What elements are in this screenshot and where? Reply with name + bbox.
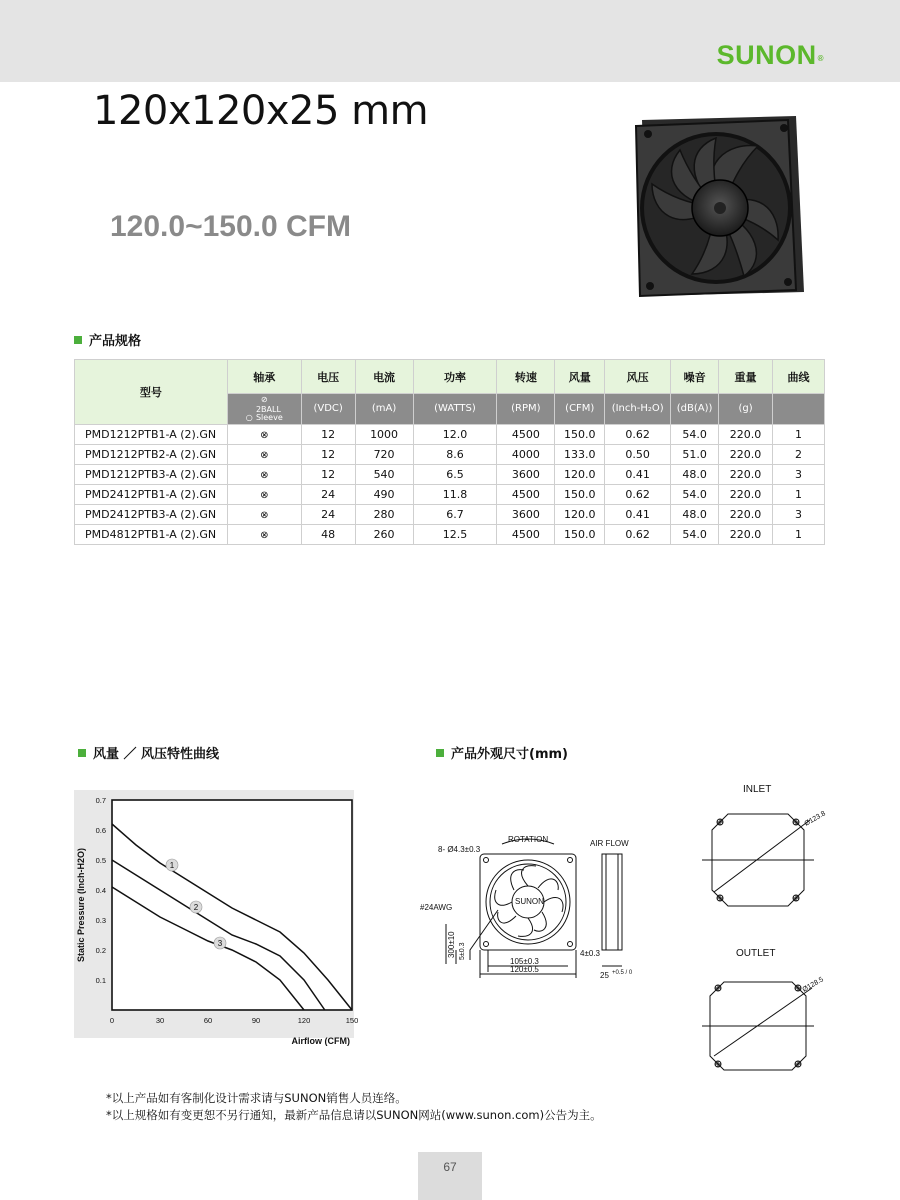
unit-pressure: (Inch-H₂O) [605,394,671,425]
curve-label-2: 2 [193,903,199,912]
header-weight: 重量 [719,360,773,394]
cell-model: PMD1212PTB2-A (2).GN [75,445,228,465]
airflow-pressure-chart [74,790,359,1046]
cell-voltage: 12 [301,425,355,445]
curve-label-1: 1 [169,861,175,870]
cell-bearing [227,505,301,525]
ball-bearing-icon: ⊗ [260,430,269,441]
unit-airflow: (CFM) [555,394,605,425]
inlet-view-drawing [702,814,814,906]
cell-weight: 220.0 [719,425,773,445]
cell-voltage: 48 [301,525,355,545]
cell-curve: 2 [773,445,825,465]
y-tick-label: 0.5 [95,856,106,865]
dim-holes: 8- Ø4.3±0.3 [438,845,481,854]
y-axis-label: Static Pressure (Inch-H2O) [76,847,86,963]
header-model: 型号 [75,360,228,425]
table-row [75,445,825,465]
cell-power: 12.5 [413,525,497,545]
cell-curve: 1 [773,485,825,505]
unit-power: (WATTS) [413,394,497,425]
bearing-type-icon: ⊘ ○ [245,395,268,422]
ball-bearing-icon: ⊗ [260,470,269,481]
header-airflow: 风量 [555,360,605,394]
dim-depth-tol: +0.5 / 0 [612,970,633,976]
bullet-square-icon [436,749,444,757]
header-curve: 曲线 [773,360,825,394]
cell-noise: 48.0 [671,465,719,485]
bullet-square-icon [74,336,82,344]
ball-bearing-icon: ⊗ [260,510,269,521]
unit-noise: (dB(A)) [671,394,719,425]
cell-airflow: 150.0 [555,485,605,505]
header-current: 电流 [355,360,413,394]
x-tick-label: 150 [345,1016,359,1025]
curve-label-3: 3 [217,939,223,948]
cell-model: PMD2412PTB3-A (2).GN [75,505,228,525]
table-row [75,485,825,505]
cell-voltage: 12 [301,445,355,465]
cell-pressure: 0.62 [605,525,671,545]
cell-bearing [227,525,301,545]
cell-bearing [227,465,301,485]
cell-current: 260 [355,525,413,545]
cell-weight: 220.0 [719,465,773,485]
y-tick-label: 0.4 [95,886,106,895]
footnote-2: *以上规格如有变更恕不另行通知，最新产品信息请以SUNON网站(www.sunon.com)公告为主。 [106,1108,602,1122]
spec-table-body [75,425,825,545]
cell-power: 6.7 [413,505,497,525]
header-power: 功率 [413,360,497,394]
cfm-range-title: 120.0~150.0 CFM [110,210,351,243]
cell-airflow: 133.0 [555,445,605,465]
bullet-square-icon [78,749,86,757]
cell-pressure: 0.41 [605,465,671,485]
table-row [75,425,825,445]
unit-bearing-sleeve: Sleeve [255,413,283,422]
unit-bearing [227,394,301,425]
curve-section-label: 风量 ／ 风压特性曲线 [93,747,220,762]
ball-bearing-icon: ⊗ [260,530,269,541]
dim-lead-length: 300±10 [447,931,456,958]
cell-curve: 3 [773,465,825,485]
cell-model: PMD1212PTB3-A (2).GN [75,465,228,485]
y-tick-label: 0.6 [95,826,106,835]
unit-bearing-ball: 2BALL [255,405,281,414]
cell-airflow: 120.0 [555,505,605,525]
dim-depth: 25 [600,971,609,980]
cell-power: 6.5 [413,465,497,485]
cell-weight: 220.0 [719,525,773,545]
cell-speed: 4500 [497,525,555,545]
cell-pressure: 0.41 [605,505,671,525]
brand-reg: ® [817,54,824,63]
plot-area [112,800,352,1010]
dimension-drawings [418,780,838,1080]
spec-header-row [75,360,825,394]
cell-weight: 220.0 [719,445,773,465]
table-row [75,465,825,485]
cell-power: 12.0 [413,425,497,445]
cell-noise: 54.0 [671,425,719,445]
brand-name: SUNON [716,40,817,70]
cell-curve: 1 [773,425,825,445]
cell-model: PMD2412PTB1-A (2).GN [75,485,228,505]
header-voltage: 电压 [301,360,355,394]
x-tick-label: 90 [251,1016,261,1025]
cell-speed: 4500 [497,425,555,445]
cell-model: PMD1212PTB1-A (2).GN [75,425,228,445]
outlet-diameter: Ø128.5 [801,976,825,994]
cell-curve: 1 [773,525,825,545]
unit-curve [773,394,825,425]
dim-air-flow: AIR FLOW [590,839,629,848]
header-noise: 噪音 [671,360,719,394]
cell-speed: 3600 [497,465,555,485]
cell-current: 280 [355,505,413,525]
y-tick-label: 0.7 [95,796,106,805]
cell-speed: 3600 [497,505,555,525]
cell-weight: 220.0 [719,485,773,505]
cell-bearing [227,445,301,465]
cell-power: 11.8 [413,485,497,505]
x-tick-label: 60 [203,1016,213,1025]
ball-bearing-icon: ⊗ [260,490,269,501]
cell-noise: 51.0 [671,445,719,465]
header-bearing: 轴承 [227,360,301,394]
cell-curve: 3 [773,505,825,525]
header-speed: 转速 [497,360,555,394]
product-size-title: 120x120x25 mm [93,88,429,134]
table-row [75,505,825,525]
footnotes [106,1090,602,1124]
table-row [75,525,825,545]
footnote-1: *以上产品如有客制化设计需求请与SUNON销售人员连络。 [106,1091,407,1105]
page-number: 67 [418,1152,482,1200]
header-pressure: 风压 [605,360,671,394]
cell-bearing [227,485,301,505]
dim-flange: 4±0.3 [580,949,600,958]
cell-noise: 54.0 [671,485,719,505]
ball-bearing-icon: ⊗ [260,450,269,461]
cell-noise: 54.0 [671,525,719,545]
unit-speed: (RPM) [497,394,555,425]
inlet-diameter: Ø123.8 [803,810,827,828]
cell-speed: 4000 [497,445,555,465]
curve-section-title [78,743,219,762]
y-tick-label: 0.2 [95,946,106,955]
dim-hole-pitch: 105±0.3 [510,957,539,966]
cell-voltage: 24 [301,485,355,505]
x-tick-label: 120 [297,1016,311,1025]
cell-weight: 220.0 [719,505,773,525]
cell-bearing [227,425,301,445]
cell-voltage: 12 [301,465,355,485]
dim-strip: 5±0.3 [459,942,466,960]
front-view-labels [420,835,633,980]
fan-photo [628,112,808,300]
cell-current: 540 [355,465,413,485]
y-tick-label: 0.3 [95,916,106,925]
unit-voltage: (VDC) [301,394,355,425]
dim-section-label: 产品外观尺寸(mm) [451,747,568,762]
cell-current: 1000 [355,425,413,445]
dim-width: 120±0.5 [510,965,539,974]
cell-model: PMD4812PTB1-A (2).GN [75,525,228,545]
x-tick-label: 30 [155,1016,165,1025]
unit-current: (mA) [355,394,413,425]
cell-pressure: 0.50 [605,445,671,465]
y-tick-label: 0.1 [95,976,106,985]
cell-voltage: 24 [301,505,355,525]
x-tick-label: 0 [109,1016,115,1025]
cell-pressure: 0.62 [605,425,671,445]
cell-current: 490 [355,485,413,505]
unit-weight: (g) [719,394,773,425]
cell-current: 720 [355,445,413,465]
cell-speed: 4500 [497,485,555,505]
spec-section-label: 产品规格 [89,334,142,349]
dim-hub: SUNON [515,897,544,906]
cell-airflow: 120.0 [555,465,605,485]
dim-section-title [436,743,568,762]
spec-section-title [74,330,141,349]
outlet-label: OUTLET [736,948,776,959]
cell-airflow: 150.0 [555,425,605,445]
inlet-label: INLET [743,784,772,795]
brand-logo [717,40,824,71]
cell-pressure: 0.62 [605,485,671,505]
dim-rotation: ROTATION [508,835,549,844]
spec-table [74,359,825,545]
cell-power: 8.6 [413,445,497,465]
dim-wire: #24AWG [420,903,453,912]
x-axis-label: Airflow (CFM) [291,1036,350,1046]
cell-noise: 48.0 [671,505,719,525]
outlet-view-drawing [702,982,814,1070]
cell-airflow: 150.0 [555,525,605,545]
